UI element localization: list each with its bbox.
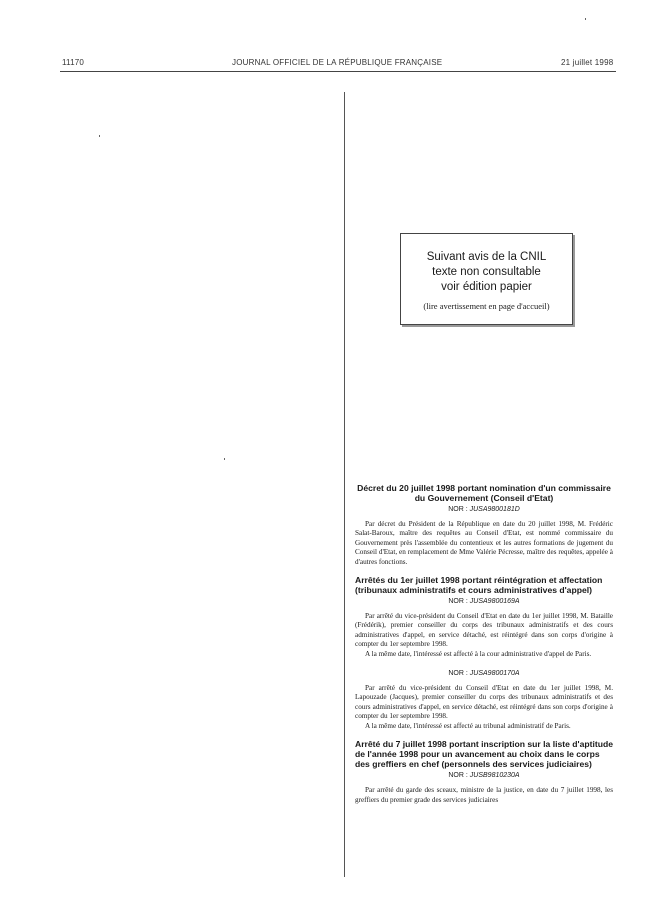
cnil-line-2: texte non consultable [432,266,541,278]
body-paragraph: Par arrêté du vice-président du Conseil d'Etat en date du 1er juillet 1998, M. Bataille (Frédérik), premier conseiller du corps des tribunaux administratifs et des cours administratives d'appel, en service détaché, est réintégré dans son corps d'origine à compter du 1er septembre 1998. [355,612,613,649]
right-column [355,483,613,805]
scan-speck [99,135,100,137]
nor-reference: NOR : JUSA9800170A [448,670,520,678]
cnil-line-4: (lire avertissement en page d'accueil) [423,301,550,311]
journal-title: JOURNAL OFFICIEL DE LA RÉPUBLIQUE FRANÇAISE [232,58,443,67]
cnil-line-3: voir édition papier [441,281,532,293]
scan-speck [585,18,586,20]
body-paragraph: Par arrêté du garde des sceaux, ministre de la justice, en date du 7 juillet 1998, les greffiers du premier grade des services judiciaires [355,786,613,804]
scan-speck [224,458,225,460]
section-title: Arrêtés du 1er juillet 1998 portant réintégration et affectation (tribunaux administratifs et cours administratives d'appel) [355,575,603,596]
page-number: 11170 [62,58,85,67]
cnil-line-1: Suivant avis de la CNIL [426,251,547,263]
issue-date: 21 juillet 1998 [561,58,614,67]
body-paragraph: Par arrêté du vice-président du Conseil d'Etat en date du 1er juillet 1998, M. Lapouzade (Jacques), premier conseiller du corps des tribunaux administratifs et des cours administratives d'appel, en service détaché, est réintégré dans son corps d'origine à compter du 1er septembre 1998. [355,684,613,721]
nor-reference: NOR : JUSA9800169A [448,598,520,606]
nor-reference: NOR : JUSA9800181D [448,506,520,513]
nor-reference: NOR : JUSB9810230A [448,772,520,780]
cnil-notice-stamp [400,233,573,325]
body-paragraph: A la même date, l'intéressé est affecté à la cour administrative d'appel de Paris. [365,649,592,658]
header-rule [60,71,616,72]
body-paragraph: A la même date, l'intéressé est affecté au tribunal administratif de Paris. [365,721,571,730]
section-title: Décret du 20 juillet 1998 portant nomination d'un commissaire du Gouvernement (Conseil d'Etat) [357,483,611,503]
section-title: Arrêté du 7 juillet 1998 portant inscription sur la liste d'aptitude de l'année 1998 pour un avancement au choix dans le corps des greffiers en chef (personnels des services judiciaires) [355,739,613,770]
column-divider [344,92,345,877]
body-paragraph: Par décret du Président de la République en date du 20 juillet 1998, M. Frédéric Salat-Baroux, maître des requêtes au Conseil d'Etat, est nommé commissaire du Gouvernement près l'assemblée du contentieux et les autres formations de jugement du Conseil d'Etat, en remplacement de Mme Valérie Pécresse, maître des requêtes, appelée à d'autres fonctions. [355,520,613,566]
